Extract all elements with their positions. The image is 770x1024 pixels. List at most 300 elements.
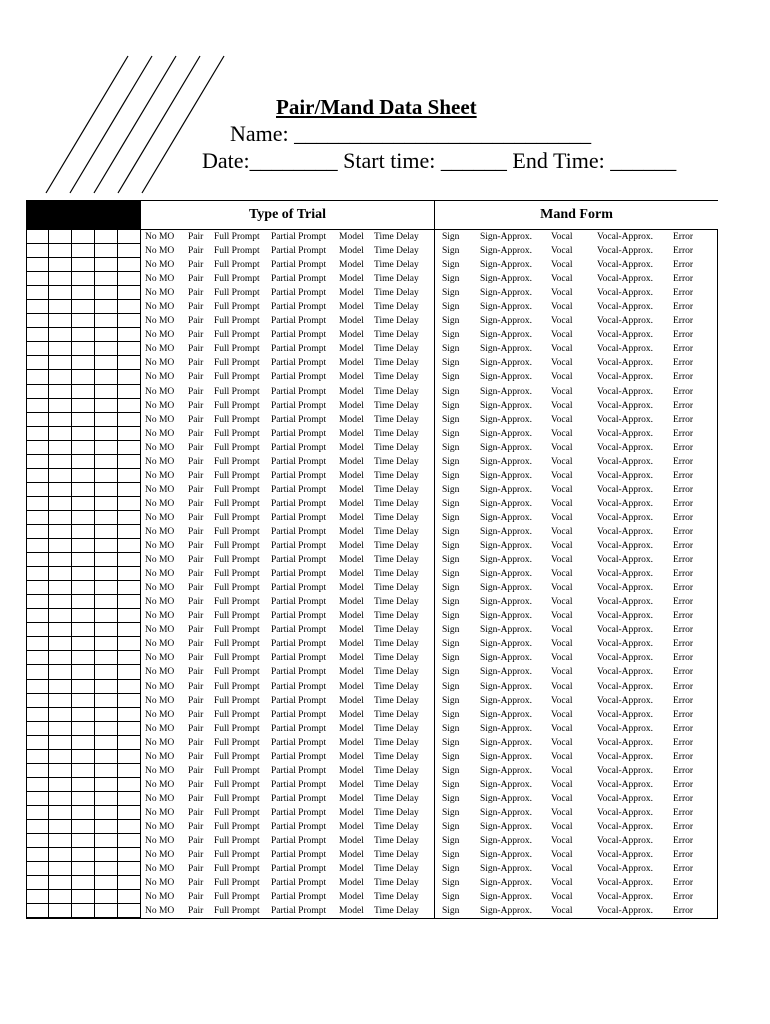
trial-option[interactable]: Partial Prompt [271,597,327,608]
trial-option[interactable]: Model [339,850,364,861]
trial-option[interactable]: Model [339,597,364,608]
trial-option[interactable]: Model [339,836,364,847]
tally-cell[interactable] [95,497,118,511]
trial-option[interactable]: Partial Prompt [271,681,327,692]
trial-option[interactable]: Full Prompt [214,709,260,720]
trial-option[interactable]: Time Delay [374,597,419,608]
tally-cell[interactable] [49,328,72,342]
tally-cell[interactable] [95,694,118,708]
mand-option[interactable]: Vocal [551,737,573,748]
trial-option[interactable]: Partial Prompt [271,639,327,650]
trial-option[interactable]: Model [339,288,364,299]
mand-option[interactable]: Sign [442,653,460,664]
trial-option[interactable]: Partial Prompt [271,569,327,580]
trial-option[interactable]: No MO [145,428,175,439]
tally-cell[interactable] [72,736,95,750]
tally-cell[interactable] [49,525,72,539]
tally-cell[interactable] [49,272,72,286]
trial-option[interactable]: Pair [188,260,204,271]
trial-option[interactable]: Partial Prompt [271,611,327,622]
tally-cell[interactable] [49,637,72,651]
tally-cell[interactable] [118,876,141,890]
tally-cell[interactable] [72,890,95,904]
mand-option[interactable]: Sign-Approx. [480,681,532,692]
tally-cell[interactable] [26,637,49,651]
mand-option[interactable]: Sign [442,906,460,917]
trial-option[interactable]: Full Prompt [214,850,260,861]
tally-cell[interactable] [26,722,49,736]
trial-option[interactable]: No MO [145,288,175,299]
tally-cell[interactable] [118,342,141,356]
tally-cell[interactable] [49,567,72,581]
trial-option[interactable]: Full Prompt [214,737,260,748]
tally-cell[interactable] [95,272,118,286]
tally-cell[interactable] [26,890,49,904]
mand-option[interactable]: Error [673,569,694,580]
tally-cell[interactable] [72,370,95,384]
mand-option[interactable]: Sign [442,470,460,481]
trial-option[interactable]: Model [339,274,364,285]
mand-option[interactable]: Vocal [551,639,573,650]
mand-option[interactable]: Sign-Approx. [480,232,532,242]
tally-cell[interactable] [72,694,95,708]
tally-cell[interactable] [49,778,72,792]
mand-option[interactable]: Vocal-Approx. [597,246,654,257]
tally-cell[interactable] [118,665,141,679]
tally-cell[interactable] [118,792,141,806]
mand-option[interactable]: Vocal [551,470,573,481]
mand-option[interactable]: Vocal-Approx. [597,751,654,762]
tally-cell[interactable] [49,258,72,272]
trial-option[interactable]: Full Prompt [214,470,260,481]
trial-option[interactable]: Partial Prompt [271,232,327,242]
trial-option[interactable]: Time Delay [374,232,419,242]
trial-option[interactable]: Pair [188,821,204,832]
trial-option[interactable]: No MO [145,541,175,552]
trial-option[interactable]: Pair [188,906,204,917]
trial-option[interactable]: Partial Prompt [271,625,327,636]
trial-option[interactable]: Model [339,555,364,566]
mand-option[interactable]: Vocal [551,414,573,425]
trial-option[interactable]: No MO [145,512,175,523]
mand-option[interactable]: Sign [442,456,460,467]
mand-option[interactable]: Error [673,864,694,875]
tally-cell[interactable] [118,497,141,511]
tally-cell[interactable] [26,525,49,539]
trial-option[interactable]: Model [339,512,364,523]
mand-option[interactable]: Sign [442,414,460,425]
trial-option[interactable]: Time Delay [374,639,419,650]
mand-option[interactable]: Vocal [551,723,573,734]
trial-option[interactable]: Pair [188,569,204,580]
trial-option[interactable]: Full Prompt [214,625,260,636]
trial-option[interactable]: Pair [188,611,204,622]
mand-option[interactable]: Error [673,288,694,299]
mand-option[interactable]: Sign [442,569,460,580]
tally-cell[interactable] [118,328,141,342]
trial-option[interactable]: Model [339,751,364,762]
trial-option[interactable]: Partial Prompt [271,737,327,748]
tally-cell[interactable] [95,581,118,595]
trial-option[interactable]: Full Prompt [214,302,260,313]
tally-cell[interactable] [49,370,72,384]
trial-option[interactable]: Model [339,807,364,818]
tally-cell[interactable] [26,272,49,286]
tally-cell[interactable] [118,750,141,764]
tally-cell[interactable] [118,708,141,722]
mand-option[interactable]: Error [673,484,694,495]
tally-cell[interactable] [26,483,49,497]
trial-option[interactable]: Pair [188,583,204,594]
trial-option[interactable]: Partial Prompt [271,274,327,285]
mand-option[interactable]: Error [673,330,694,341]
mand-option[interactable]: Vocal [551,428,573,439]
mand-option[interactable]: Vocal-Approx. [597,442,654,453]
trial-option[interactable]: Partial Prompt [271,386,327,397]
tally-cell[interactable] [26,539,49,553]
tally-cell[interactable] [72,904,95,918]
mand-option[interactable]: Sign [442,386,460,397]
mand-option[interactable]: Sign [442,821,460,832]
tally-cell[interactable] [95,342,118,356]
tally-cell[interactable] [72,427,95,441]
tally-cell[interactable] [26,455,49,469]
trial-option[interactable]: Time Delay [374,330,419,341]
trial-option[interactable]: Model [339,526,364,537]
tally-cell[interactable] [49,314,72,328]
mand-option[interactable]: Sign-Approx. [480,639,532,650]
mand-option[interactable]: Vocal-Approx. [597,414,654,425]
tally-cell[interactable] [95,595,118,609]
tally-cell[interactable] [72,511,95,525]
trial-option[interactable]: Pair [188,498,204,509]
mand-option[interactable]: Sign-Approx. [480,667,532,678]
tally-cell[interactable] [72,300,95,314]
trial-option[interactable]: Pair [188,653,204,664]
mand-option[interactable]: Vocal-Approx. [597,526,654,537]
trial-option[interactable]: Pair [188,344,204,355]
trial-option[interactable]: Pair [188,330,204,341]
trial-option[interactable]: No MO [145,836,175,847]
mand-option[interactable]: Sign [442,597,460,608]
mand-option[interactable]: Sign [442,695,460,706]
mand-option[interactable]: Vocal [551,569,573,580]
tally-cell[interactable] [72,665,95,679]
tally-cell[interactable] [118,651,141,665]
trial-option[interactable]: Model [339,779,364,790]
trial-option[interactable]: No MO [145,765,175,776]
trial-option[interactable]: Partial Prompt [271,302,327,313]
trial-option[interactable]: Time Delay [374,807,419,818]
mand-option[interactable]: Vocal-Approx. [597,807,654,818]
mand-option[interactable]: Vocal-Approx. [597,555,654,566]
mand-option[interactable]: Vocal-Approx. [597,400,654,411]
tally-cell[interactable] [49,511,72,525]
trial-option[interactable]: Model [339,625,364,636]
tally-cell[interactable] [49,342,72,356]
mand-option[interactable]: Vocal-Approx. [597,344,654,355]
tally-cell[interactable] [49,651,72,665]
trial-option[interactable]: Time Delay [374,611,419,622]
mand-option[interactable]: Vocal [551,260,573,271]
mand-option[interactable]: Sign-Approx. [480,737,532,748]
trial-option[interactable]: Partial Prompt [271,892,327,903]
trial-option[interactable]: Partial Prompt [271,583,327,594]
trial-option[interactable]: Partial Prompt [271,442,327,453]
trial-option[interactable]: Pair [188,288,204,299]
mand-option[interactable]: Sign [442,288,460,299]
tally-cell[interactable] [26,258,49,272]
tally-cell[interactable] [118,272,141,286]
tally-cell[interactable] [95,708,118,722]
mand-option[interactable]: Sign [442,541,460,552]
mand-option[interactable]: Sign [442,765,460,776]
tally-cell[interactable] [49,300,72,314]
tally-cell[interactable] [72,553,95,567]
tally-cell[interactable] [95,609,118,623]
trial-option[interactable]: No MO [145,625,175,636]
trial-option[interactable]: Time Delay [374,779,419,790]
tally-cell[interactable] [26,665,49,679]
trial-option[interactable]: No MO [145,850,175,861]
mand-option[interactable]: Vocal-Approx. [597,232,654,242]
mand-option[interactable]: Vocal-Approx. [597,878,654,889]
tally-cell[interactable] [26,553,49,567]
mand-option[interactable]: Vocal [551,878,573,889]
mand-option[interactable]: Error [673,386,694,397]
mand-option[interactable]: Sign-Approx. [480,372,532,383]
mand-option[interactable]: Error [673,428,694,439]
tally-cell[interactable] [118,623,141,637]
trial-option[interactable]: Time Delay [374,414,419,425]
tally-cell[interactable] [118,848,141,862]
mand-option[interactable]: Error [673,597,694,608]
mand-option[interactable]: Sign [442,246,460,257]
mand-option[interactable]: Vocal [551,330,573,341]
trial-option[interactable]: Full Prompt [214,569,260,580]
trial-option[interactable]: Time Delay [374,316,419,327]
trial-option[interactable]: No MO [145,779,175,790]
trial-option[interactable]: Time Delay [374,541,419,552]
mand-option[interactable]: Error [673,807,694,818]
trial-option[interactable]: Partial Prompt [271,751,327,762]
mand-option[interactable]: Error [673,372,694,383]
trial-option[interactable]: No MO [145,470,175,481]
trial-option[interactable]: Full Prompt [214,386,260,397]
mand-option[interactable]: Error [673,653,694,664]
trial-option[interactable]: Partial Prompt [271,709,327,720]
tally-cell[interactable] [26,230,49,244]
mand-option[interactable]: Error [673,442,694,453]
tally-cell[interactable] [72,708,95,722]
mand-option[interactable]: Vocal [551,583,573,594]
trial-option[interactable]: Model [339,541,364,552]
mand-option[interactable]: Sign-Approx. [480,569,532,580]
tally-cell[interactable] [26,764,49,778]
trial-option[interactable]: Time Delay [374,653,419,664]
trial-option[interactable]: Time Delay [374,302,419,313]
trial-option[interactable]: No MO [145,358,175,369]
tally-cell[interactable] [95,862,118,876]
trial-option[interactable]: Full Prompt [214,765,260,776]
trial-option[interactable]: Model [339,695,364,706]
trial-option[interactable]: No MO [145,569,175,580]
tally-cell[interactable] [49,680,72,694]
tally-cell[interactable] [118,890,141,904]
mand-option[interactable]: Sign [442,302,460,313]
trial-option[interactable]: Time Delay [374,428,419,439]
trial-option[interactable]: No MO [145,653,175,664]
trial-option[interactable]: Pair [188,470,204,481]
tally-cell[interactable] [26,581,49,595]
tally-cell[interactable] [26,342,49,356]
trial-option[interactable]: Partial Prompt [271,316,327,327]
mand-option[interactable]: Vocal-Approx. [597,288,654,299]
mand-option[interactable]: Vocal-Approx. [597,470,654,481]
tally-cell[interactable] [26,328,49,342]
trial-option[interactable]: Time Delay [374,723,419,734]
tally-cell[interactable] [118,244,141,258]
tally-cell[interactable] [49,230,72,244]
tally-cell[interactable] [72,539,95,553]
trial-option[interactable]: Time Delay [374,906,419,917]
mand-option[interactable]: Sign [442,850,460,861]
mand-option[interactable]: Vocal [551,541,573,552]
mand-option[interactable]: Sign-Approx. [480,526,532,537]
mand-option[interactable]: Vocal [551,372,573,383]
trial-option[interactable]: Time Delay [374,344,419,355]
mand-option[interactable]: Sign-Approx. [480,512,532,523]
trial-option[interactable]: No MO [145,639,175,650]
trial-option[interactable]: Time Delay [374,667,419,678]
trial-option[interactable]: Full Prompt [214,821,260,832]
mand-option[interactable]: Vocal-Approx. [597,625,654,636]
trial-option[interactable]: Full Prompt [214,288,260,299]
trial-option[interactable]: Partial Prompt [271,456,327,467]
trial-option[interactable]: Time Delay [374,878,419,889]
tally-cell[interactable] [95,385,118,399]
trial-option[interactable]: Partial Prompt [271,512,327,523]
mand-option[interactable]: Vocal-Approx. [597,653,654,664]
tally-cell[interactable] [26,792,49,806]
trial-option[interactable]: Model [339,723,364,734]
tally-cell[interactable] [118,314,141,328]
mand-option[interactable]: Vocal [551,765,573,776]
trial-option[interactable]: No MO [145,372,175,383]
trial-option[interactable]: Partial Prompt [271,526,327,537]
trial-option[interactable]: Model [339,709,364,720]
trial-option[interactable]: Model [339,358,364,369]
tally-cell[interactable] [26,356,49,370]
mand-option[interactable]: Sign-Approx. [480,779,532,790]
mand-option[interactable]: Vocal [551,667,573,678]
tally-cell[interactable] [118,469,141,483]
trial-option[interactable]: Model [339,302,364,313]
trial-option[interactable]: Partial Prompt [271,288,327,299]
tally-cell[interactable] [95,750,118,764]
mand-option[interactable]: Error [673,302,694,313]
trial-option[interactable]: Full Prompt [214,344,260,355]
trial-option[interactable]: Pair [188,737,204,748]
trial-option[interactable]: Time Delay [374,484,419,495]
tally-cell[interactable] [49,862,72,876]
tally-cell[interactable] [49,581,72,595]
tally-cell[interactable] [49,764,72,778]
tally-cell[interactable] [72,595,95,609]
mand-option[interactable]: Vocal [551,246,573,257]
mand-option[interactable]: Error [673,639,694,650]
tally-cell[interactable] [95,399,118,413]
mand-option[interactable]: Error [673,358,694,369]
tally-cell[interactable] [72,469,95,483]
tally-cell[interactable] [72,581,95,595]
mand-option[interactable]: Sign-Approx. [480,344,532,355]
mand-option[interactable]: Sign [442,667,460,678]
tally-cell[interactable] [118,680,141,694]
trial-option[interactable]: Model [339,864,364,875]
tally-cell[interactable] [95,623,118,637]
trial-option[interactable]: No MO [145,878,175,889]
trial-option[interactable]: No MO [145,892,175,903]
tally-cell[interactable] [49,722,72,736]
mand-option[interactable]: Error [673,400,694,411]
tally-cell[interactable] [49,469,72,483]
mand-option[interactable]: Error [673,456,694,467]
tally-cell[interactable] [95,834,118,848]
trial-option[interactable]: No MO [145,583,175,594]
trial-option[interactable]: Pair [188,484,204,495]
mand-option[interactable]: Vocal-Approx. [597,611,654,622]
mand-option[interactable]: Vocal-Approx. [597,765,654,776]
mand-option[interactable]: Vocal-Approx. [597,358,654,369]
tally-cell[interactable] [26,286,49,300]
mand-option[interactable]: Sign-Approx. [480,597,532,608]
tally-cell[interactable] [118,258,141,272]
trial-option[interactable]: Full Prompt [214,807,260,818]
tally-cell[interactable] [72,778,95,792]
mand-option[interactable]: Error [673,892,694,903]
trial-option[interactable]: Time Delay [374,442,419,453]
mand-option[interactable]: Sign-Approx. [480,316,532,327]
trial-option[interactable]: Pair [188,555,204,566]
tally-cell[interactable] [49,834,72,848]
tally-cell[interactable] [49,427,72,441]
mand-option[interactable]: Sign [442,625,460,636]
tally-cell[interactable] [95,567,118,581]
mand-option[interactable]: Vocal [551,456,573,467]
tally-cell[interactable] [49,694,72,708]
trial-option[interactable]: Time Delay [374,793,419,804]
trial-option[interactable]: No MO [145,260,175,271]
trial-option[interactable]: Model [339,498,364,509]
trial-option[interactable]: Full Prompt [214,260,260,271]
trial-option[interactable]: Model [339,414,364,425]
trial-option[interactable]: No MO [145,597,175,608]
tally-cell[interactable] [26,595,49,609]
mand-option[interactable]: Sign [442,498,460,509]
mand-option[interactable]: Sign-Approx. [480,751,532,762]
mand-option[interactable]: Sign-Approx. [480,583,532,594]
mand-option[interactable]: Error [673,709,694,720]
tally-cell[interactable] [72,342,95,356]
trial-option[interactable]: Full Prompt [214,400,260,411]
tally-cell[interactable] [26,385,49,399]
tally-cell[interactable] [95,890,118,904]
mand-option[interactable]: Vocal-Approx. [597,850,654,861]
trial-option[interactable]: Time Delay [374,765,419,776]
tally-cell[interactable] [49,806,72,820]
trial-option[interactable]: No MO [145,246,175,257]
